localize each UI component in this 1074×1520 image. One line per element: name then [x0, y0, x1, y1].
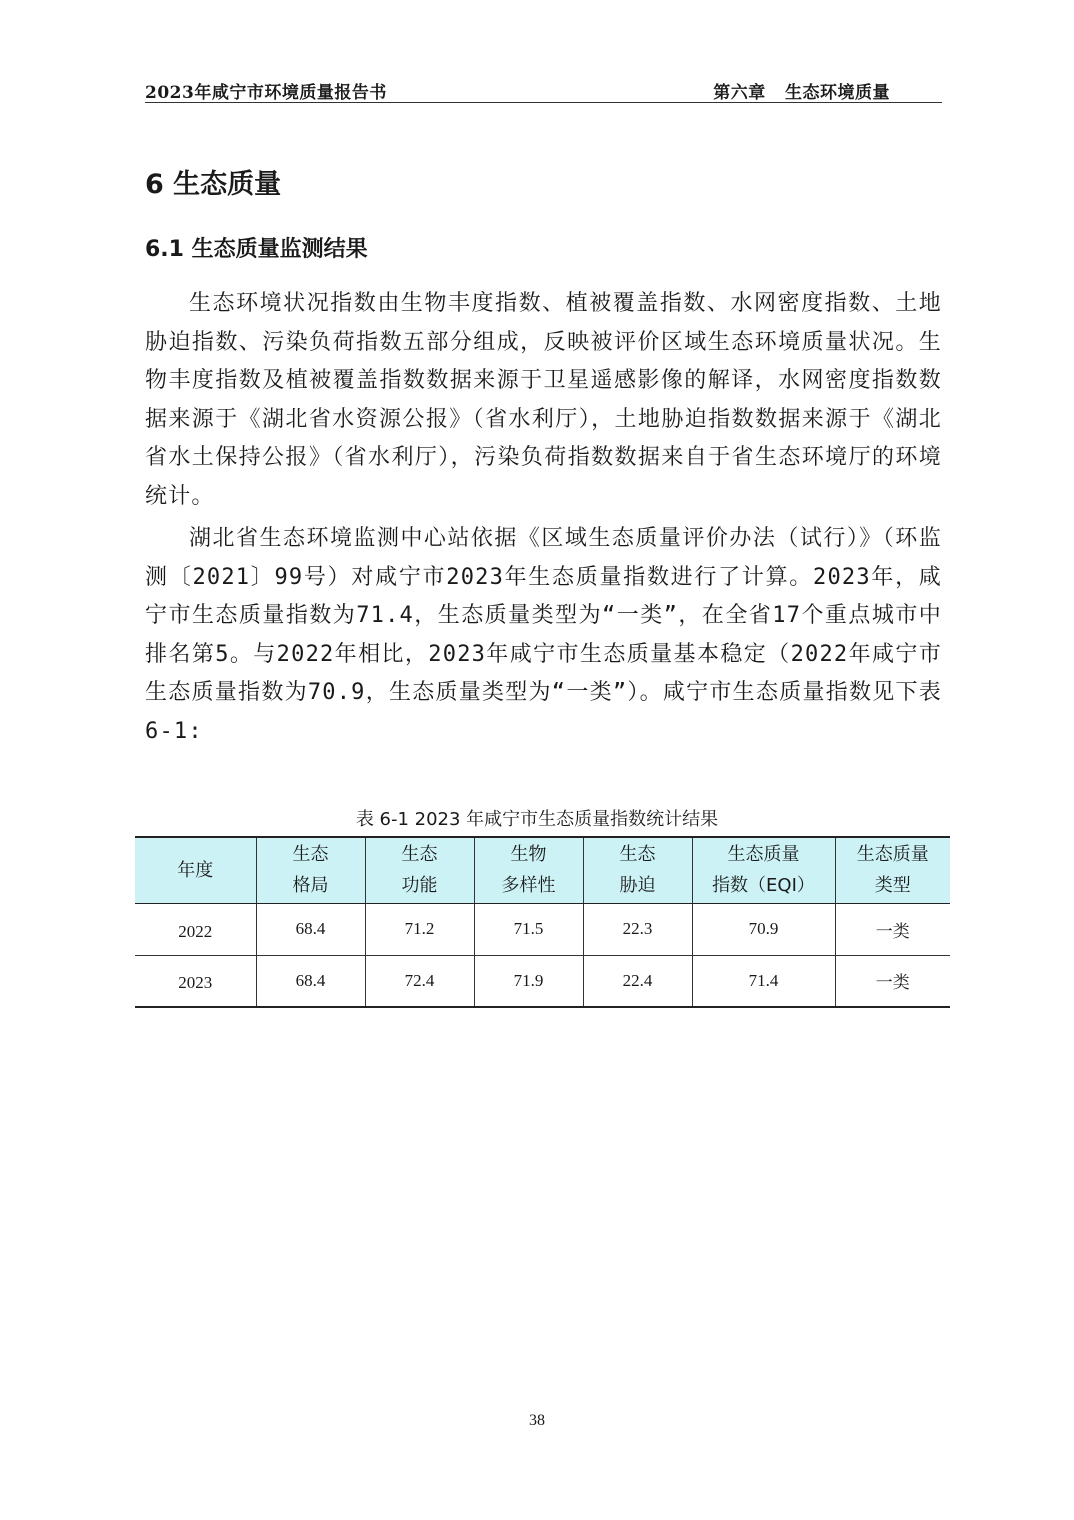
header-stress: 生态 胁迫 [583, 837, 692, 903]
cell-value: 22.3 [583, 903, 692, 955]
page-number: 38 [529, 1412, 545, 1429]
cell-value: 68.4 [256, 955, 365, 1007]
chapter-label: 第六章 生态环境质量 [713, 83, 890, 103]
table-caption: 表 6-1 2023 年咸宁市生态质量指数统计结果 [355, 809, 719, 830]
header-function: 生态 功能 [365, 837, 474, 903]
cell-value: 71.4 [692, 955, 835, 1007]
cell-value: 68.4 [256, 903, 365, 955]
table-row [135, 903, 950, 955]
eco-quality-table [135, 836, 950, 1008]
header-eqi: 生态质量 指数（EQI） [692, 837, 835, 903]
paragraph: 湖北省生态环境监测中心站依据《区域生态质量评价办法（试行）》（环监测〔2021〕99号）对咸宁市2023年生态质量指数进行了计算。2023年，咸宁市生态质量指数为71.4，生态质量类型为“一类”，在全省17个重点城市中排名第5。与2022年相比，2023年咸宁市生态质量基本稳定（2022年咸宁市生态质量指数为70.9，生态质量类型为“一类”）。咸宁市生态质量指数见下表6-1: [145, 526, 942, 744]
report-title: 2023年咸宁市环境质量报告书 [145, 83, 387, 103]
header-type: 生态质量 类型 [835, 837, 950, 903]
header-pattern: 生态 格局 [256, 837, 365, 903]
page-header [145, 78, 942, 103]
header-year: 年度 [135, 837, 256, 903]
chapter-title: 6 生态质量 [145, 169, 282, 200]
cell-value: 70.9 [692, 903, 835, 955]
cell-value: 72.4 [365, 955, 474, 1007]
section-title: 6.1 生态质量监测结果 [145, 237, 368, 262]
header-biodiversity: 生物 多样性 [474, 837, 583, 903]
table-header-row [135, 837, 950, 903]
cell-value: 71.2 [365, 903, 474, 955]
cell-value: 22.4 [583, 955, 692, 1007]
cell-value: 71.5 [474, 903, 583, 955]
cell-year: 2023 [135, 955, 256, 1007]
table-row [135, 955, 950, 1007]
cell-type: 一类 [835, 955, 950, 1007]
cell-year: 2022 [135, 903, 256, 955]
cell-value: 71.9 [474, 955, 583, 1007]
cell-type: 一类 [835, 903, 950, 955]
paragraph: 生态环境状况指数由生物丰度指数、植被覆盖指数、水网密度指数、土地胁迫指数、污染负荷指数五部分组成，反映被评价区域生态环境质量状况。生物丰度指数及植被覆盖指数数据来源于卫星遥感影像的解译，水网密度指数数据来源于《湖北省水资源公报》（省水利厅），土地胁迫指数数据来源于《湖北省水土保持公报》（省水利厅），污染负荷指数数据来自于省生态环境厅的环境统计。 [145, 291, 942, 509]
